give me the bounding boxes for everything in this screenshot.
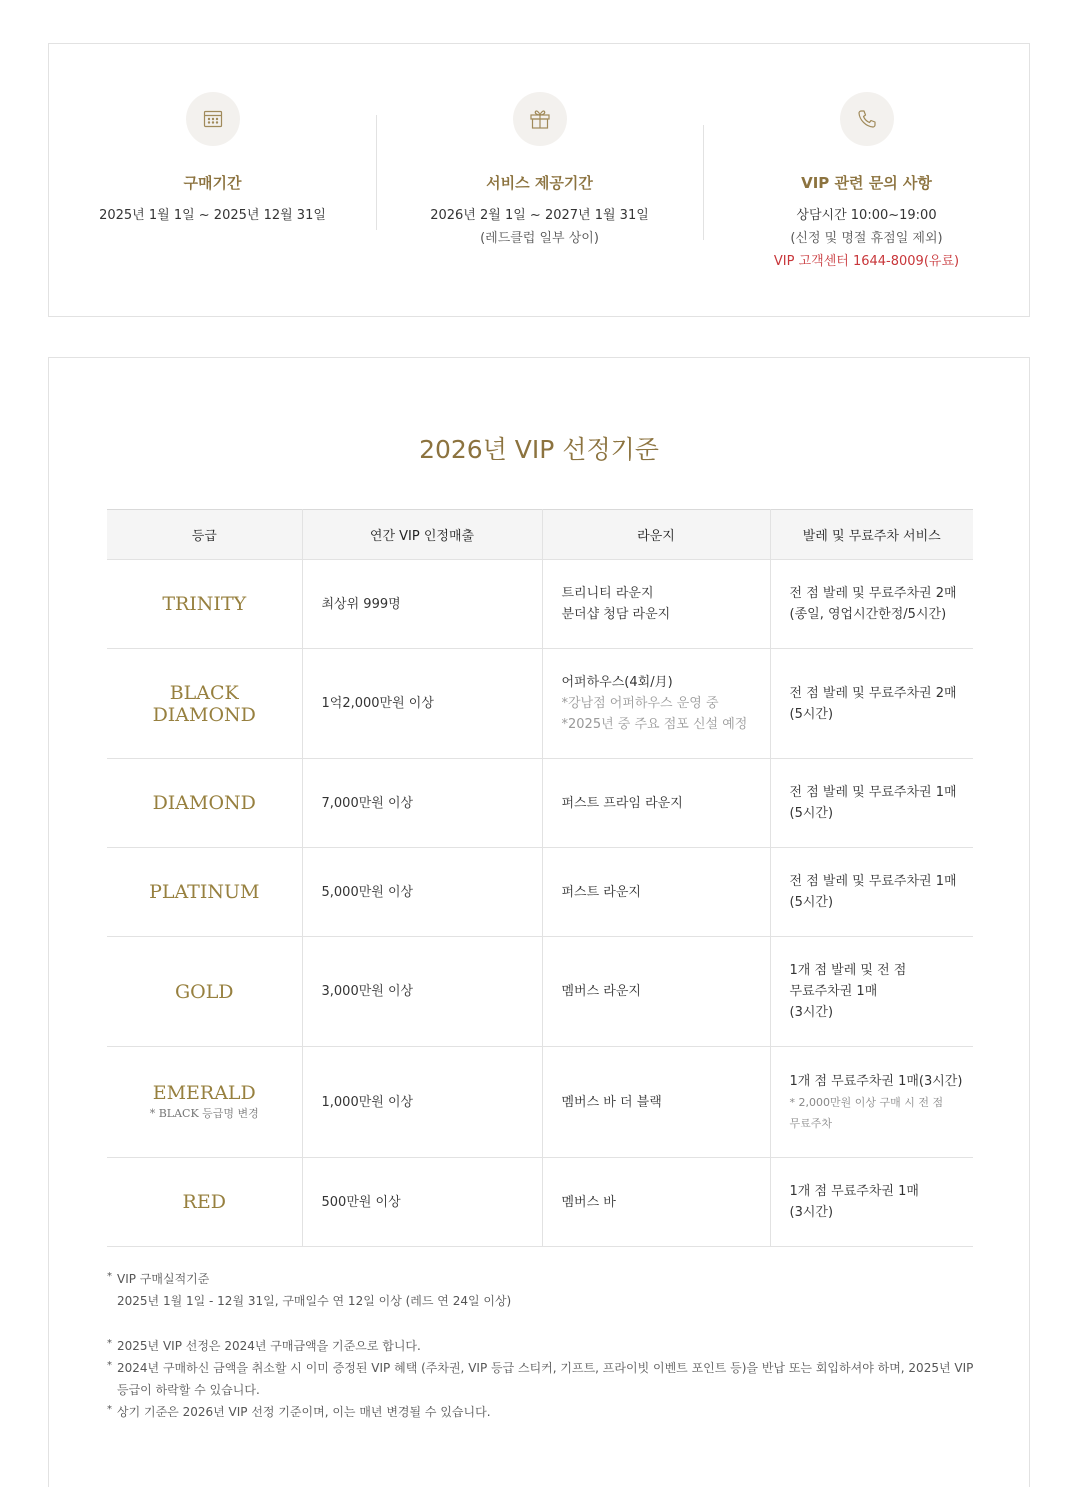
- sales-threshold: 500만원 이상: [302, 1158, 542, 1247]
- parking-cell: [770, 759, 973, 848]
- lounge-item: 어퍼하우스(4회/月): [561, 675, 673, 690]
- header-parking: 발레 및 무료주차 서비스: [770, 510, 973, 560]
- purchase-period-title: 구매기간: [183, 174, 242, 192]
- lounge-cell: [542, 1158, 770, 1247]
- parking-note: * 2,000만원 이상 구매 시 전 점 무료주차: [789, 1095, 944, 1130]
- parking-line: 1개 점 무료주차권 1매(3시간): [789, 1073, 963, 1089]
- footnote-detail: 2025년 1월 1일 - 12월 31일, 구매일수 연 12일 이상 (레드 연 24일 이상): [117, 1294, 512, 1308]
- vip-criteria-table: [107, 509, 973, 1247]
- parking-line: (종일, 영업시간한정/5시간): [789, 607, 947, 622]
- purchase-period: [49, 44, 376, 227]
- parking-line: 전 점 발레 및 무료주차권 1매: [789, 874, 957, 889]
- parking-cell: [770, 1158, 973, 1247]
- parking-line: 무료주차권 1매: [789, 984, 878, 999]
- footnotes: [107, 1268, 977, 1423]
- parking-line: 전 점 발레 및 무료주차권 2매: [789, 586, 957, 601]
- footnote: * 2024년 구매하신 금액을 취소할 시 이미 증정된 VIP 혜택 (주차권, VIP 등급 스티커, 기프트, 프라이빗 이벤트 포인트 등)을 반납 또는 회입하셔야 하며, 2025년 VIP 등급이 하락할 수 있습니다.: [107, 1357, 977, 1401]
- sales-threshold: 1억2,000만원 이상: [302, 649, 542, 759]
- vip-contact-title: VIP 관련 문의 사항: [801, 174, 932, 192]
- header-lounge: 라운지: [542, 510, 770, 560]
- grade-name: BLACK DIAMOND: [107, 649, 302, 759]
- vip-criteria-panel: [48, 357, 1030, 1487]
- parking-line: (3시간): [789, 1005, 834, 1020]
- grade-name: PLATINUM: [107, 848, 302, 937]
- lounge-cell: [542, 560, 770, 649]
- lounge-note: *2025년 중 주요 점포 신설 예정: [561, 717, 748, 732]
- lounge-cell: [542, 649, 770, 759]
- calendar-icon: [186, 92, 240, 146]
- grade-name: GOLD: [107, 937, 302, 1047]
- period-info-panel: [48, 43, 1030, 317]
- grade-name: TRINITY: [107, 560, 302, 649]
- sales-threshold: 5,000만원 이상: [302, 848, 542, 937]
- holiday-note: (신정 및 명절 휴점일 제외): [790, 231, 943, 246]
- grade-name: DIAMOND: [107, 759, 302, 848]
- header-grade: 등급: [107, 510, 302, 560]
- vip-contact: [703, 44, 1030, 273]
- gift-icon: [513, 92, 567, 146]
- parking-line: (5시간): [789, 895, 834, 910]
- table-row: [107, 1158, 973, 1247]
- sales-threshold: 1,000만원 이상: [302, 1047, 542, 1158]
- grade-note: * BLACK 등급명 변경: [149, 1107, 259, 1120]
- table-row: [107, 1047, 973, 1158]
- footnote: * 2025년 VIP 선정은 2024년 구매금액을 기준으로 합니다.: [107, 1335, 977, 1357]
- lounge-item: 퍼스트 프라임 라운지: [561, 795, 683, 811]
- criteria-title: 2026년 VIP 선정기준: [419, 435, 659, 464]
- sales-threshold: 3,000만원 이상: [302, 937, 542, 1047]
- footnote: * VIP 구매실적기준: [107, 1268, 977, 1290]
- lounge-cell: [542, 937, 770, 1047]
- table-row: [107, 560, 973, 649]
- phone-icon: [840, 92, 894, 146]
- lounge-item: 트리니티 라운지: [561, 586, 654, 601]
- table-row: [107, 649, 973, 759]
- grade-name: RED: [107, 1158, 302, 1247]
- table-row: [107, 759, 973, 848]
- lounge-item: 멤버스 라운지: [561, 984, 641, 999]
- service-period-note: (레드클럽 일부 상이): [480, 231, 599, 246]
- parking-line: 1개 점 발레 및 전 점: [789, 963, 907, 978]
- parking-cell: [770, 937, 973, 1047]
- purchase-period-dates: 2025년 1월 1일 ~ 2025년 12월 31일: [99, 208, 326, 223]
- vip-center-phone[interactable]: VIP 고객센터 1644-8009(유료): [773, 254, 960, 269]
- footnote: * 상기 기준은 2026년 VIP 선정 기준이며, 이는 매년 변경될 수 있습니다.: [107, 1401, 977, 1423]
- sales-threshold: 최상위 999명: [302, 560, 542, 649]
- service-period-title: 서비스 제공기간: [486, 174, 593, 192]
- table-row: [107, 937, 973, 1047]
- lounge-item: 분더샵 청담 라운지: [561, 607, 671, 622]
- table-header-row: [107, 510, 973, 560]
- service-period-dates: 2026년 2월 1일 ~ 2027년 1월 31일: [430, 208, 649, 223]
- grade-cell: [107, 1047, 302, 1158]
- parking-line: 1개 점 무료주차권 1매: [789, 1184, 919, 1199]
- parking-line: (5시간): [789, 806, 834, 821]
- table-row: [107, 848, 973, 937]
- parking-cell: [770, 649, 973, 759]
- parking-cell: [770, 848, 973, 937]
- parking-cell: [770, 560, 973, 649]
- lounge-cell: [542, 1047, 770, 1158]
- parking-line: 전 점 발레 및 무료주차권 1매: [789, 785, 957, 800]
- parking-cell: [770, 1047, 973, 1158]
- lounge-item: 퍼스트 라운지: [561, 884, 641, 900]
- sales-threshold: 7,000만원 이상: [302, 759, 542, 848]
- grade-name: EMERALD: [152, 1082, 256, 1104]
- parking-line: 전 점 발레 및 무료주차권 2매: [789, 685, 957, 701]
- header-sales: 연간 VIP 인정매출: [302, 510, 542, 560]
- consult-hours: 상담시간 10:00~19:00: [796, 208, 937, 223]
- service-period: [376, 44, 703, 250]
- parking-line: (5시간): [789, 706, 834, 722]
- lounge-item: 멤버스 바: [561, 1194, 616, 1210]
- lounge-note: *강남점 어퍼하우스 운영 중: [561, 696, 719, 711]
- lounge-item: 멤버스 바 더 블랙: [561, 1094, 662, 1110]
- lounge-cell: [542, 759, 770, 848]
- parking-line: (3시간): [789, 1205, 834, 1220]
- lounge-cell: [542, 848, 770, 937]
